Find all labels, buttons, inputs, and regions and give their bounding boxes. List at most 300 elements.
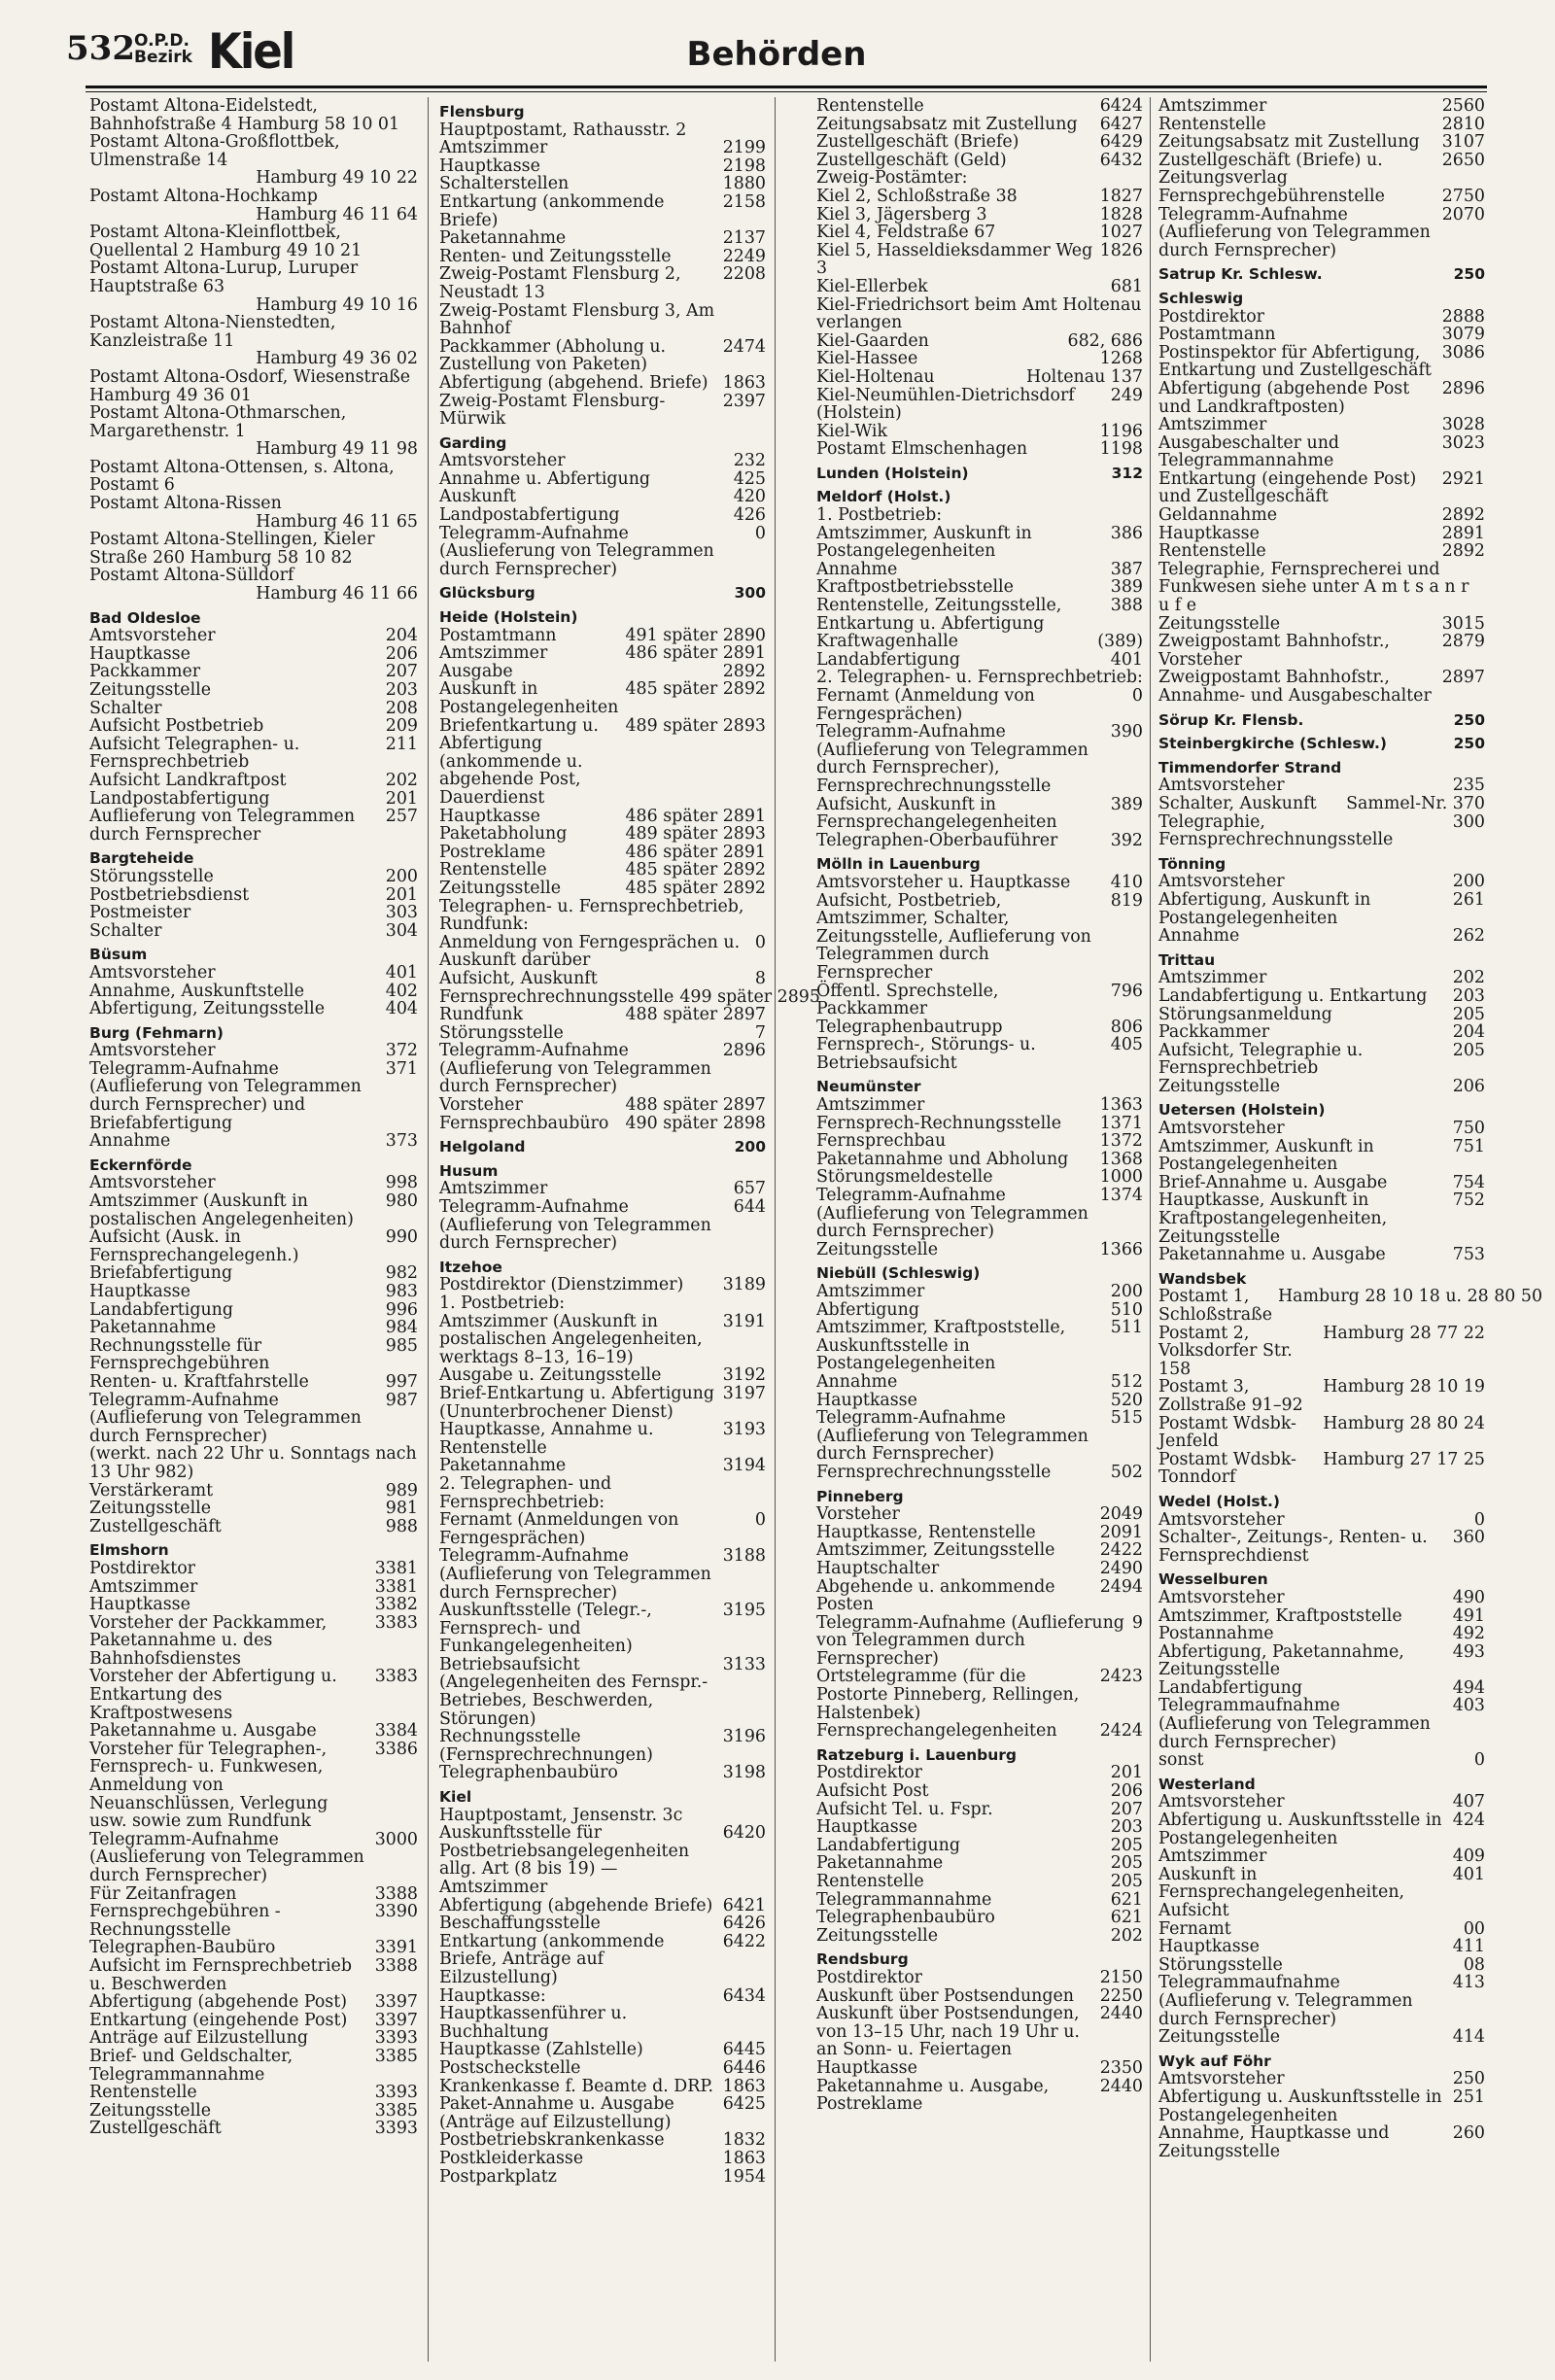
phone-number: 404 [385,999,418,1019]
directory-entry [816,224,1143,242]
directory-entry [816,892,1143,983]
entry-label: Postamt Altona-Rissen [89,494,282,514]
entry-label: Auflieferung von Telegrammen durch Fernsprecher [89,807,356,845]
entry-label: Kiel 3, Jägersberg 3 [816,204,987,224]
phone-number: 426 [733,505,766,526]
entry-label: Postamt Altona-Eidelstedt, Bahnhofstraße 4 Hamburg 58 10 01 [89,96,400,134]
directory-entry [816,1578,1143,1614]
entry-label: Zweigpostamt Bahnhofstr., Vorsteher [1158,632,1390,670]
phone-number: 3015 [1441,613,1485,634]
directory-entry [439,1914,766,1933]
directory-entry [89,2012,418,2030]
place-heading [439,103,766,121]
directory-entry [89,1392,418,1446]
phone-number: 494 [1452,1677,1485,1698]
phone-number: 2249 [722,246,766,266]
entry-label: Hauptkasse (Zahlstelle) [439,2040,643,2060]
phone-number: 1374 [1099,1186,1143,1206]
entry-label: Paket-Annahme u. Ausgabe (Anträge auf Eilzustellung) [439,2094,674,2132]
place-heading [439,434,766,453]
phone-number: 390 [1110,722,1143,742]
entry-label: Amtszimmer, Kraftpoststelle [1158,1605,1402,1626]
directory-entry [89,2102,418,2121]
directory-entry [816,1319,1143,1373]
phone-number: 0 [1473,1509,1485,1530]
directory-entry [439,1294,766,1313]
place-heading [1158,290,1485,308]
entry-label: Für Zeitanfragen [89,1883,237,1904]
phone-number: 3000 [374,1829,418,1849]
directory-entry [439,1385,766,1421]
entry-label: Amtsvorsteher [1158,1587,1285,1607]
entry-label: Hauptkasse [439,155,540,176]
place-heading [89,1156,418,1175]
entry-label: Amtszimmer [1158,96,1267,116]
entry-label: Trittau [1158,950,1216,969]
phone-number: 207 [1110,1799,1143,1819]
phone-number: 211 [385,734,418,754]
directory-entry [1158,434,1485,470]
directory-entry [89,259,418,295]
entry-label: Amtszimmer (Auskunft in postalischen Angelegenheiten) [89,1191,354,1229]
entry-label: Briefentkartung u. Abfertigung (ankommende u. abgehende Post, Dauerdienst [439,715,599,808]
entry-label: Amtsvorsteher [89,1173,216,1193]
phone-number: 207 [385,662,418,682]
phone-number: 512 [1110,1371,1143,1392]
directory-entry [439,1024,766,1043]
phone-number: 3191 [722,1311,766,1331]
entry-label: Hauptkasse [816,1390,917,1410]
entry-label: Zeitungsstelle [1158,1076,1281,1096]
entry-label: Fernsprechrechnungsstelle [816,1462,1052,1482]
entry-label: Husum [439,1161,499,1180]
entry-label: Renten- und Zeitungsstelle [439,246,672,266]
entry-label: Amtsvorsteher [1158,2069,1285,2089]
entry-label: Amtszimmer, Auskunft in Postangelegenheiten [816,523,1032,562]
entry-label: Postamt 2, Volksdorfer Str. 158 [1158,1323,1293,1379]
entry-label: Telegramm-Aufnahme (Auflieferung von Telegrammen durch Fernsprecher) [439,1546,711,1603]
phone-number: 3193 [722,1420,766,1440]
phone-number: 2892 [722,661,766,681]
place-heading [89,1024,418,1043]
directory-entry [89,1283,418,1301]
entry-label: sonst [1158,1750,1204,1771]
entry-label: Wandsbek [1158,1269,1247,1288]
directory-entry [89,206,418,224]
phone-number: 982 [385,1263,418,1284]
phone-number: 485 später 2892 [625,860,766,880]
phone-number: 205 [1452,1040,1485,1060]
entry-label: Pinneberg [816,1487,904,1505]
entry-label: Hauptkasse [89,1595,190,1615]
directory-entry [439,2150,766,2168]
phone-number: 300 [734,584,766,603]
directory-entry [816,983,1143,1018]
entry-label: Amtsvorsteher [89,962,216,983]
directory-entry [816,1096,1143,1115]
entry-label: Annahme, Hauptkasse und Zeitungsstelle [1158,2123,1390,2161]
phone-number: 387 [1110,559,1143,579]
directory-entry [89,567,418,585]
directory-entry [1158,133,1485,152]
phone-number: 6424 [1099,96,1143,116]
phone-number: 249 [1110,385,1143,405]
entry-label: Amtszimmer, Kraftpoststelle, Auskunftsstelle in Postangelegenheiten [816,1318,1066,1374]
directory-entry [816,1873,1143,1891]
phone-number: 486 später 2891 [625,842,766,862]
entry-label: Telegramm-Aufnahme (Auflieferung von Telegrammen durch Fernsprecher) [816,1612,1124,1669]
phone-number: 200 [734,1138,766,1156]
directory-entry [89,1500,418,1518]
phone-number: 200 [385,866,418,886]
phone-number: 2397 [722,391,766,411]
phone-number: Sammel-Nr. 370 [1346,793,1485,813]
directory-entry [816,332,1143,351]
entry-label: Postdirektor [816,1967,922,1987]
directory-entry [1158,1023,1485,1042]
entry-label: Telegraphenbautrupp [816,1017,1003,1037]
place-heading [816,488,1143,506]
directory-entry [89,681,418,700]
phone-number: 2440 [1099,2076,1143,2096]
phone-number: 405 [1110,1035,1143,1055]
directory-entry [816,1818,1143,1837]
entry-label: Uetersen (Holstein) [1158,1101,1326,1120]
phone-number: 401 [1110,649,1143,670]
directory-entry [816,1168,1143,1187]
phone-number: 206 [385,643,418,664]
directory-entry [1158,1643,1485,1679]
entry-label: Zustellgeschäft (Briefe) [816,132,1019,153]
place-heading [1158,1270,1485,1289]
directory-entry [1158,1679,1485,1698]
phone-number: 2888 [1441,306,1485,327]
phone-number: 6425 [722,2094,766,2115]
phone-number: 201 [385,788,418,809]
directory-entry [1158,927,1485,946]
phone-number: 3133 [722,1654,766,1674]
phone-number: 0 [754,523,766,543]
entry-label: Postdirektor (Dienstzimmer) [439,1275,684,1295]
phone-number: 1954 [722,2166,766,2187]
directory-entry [1158,1866,1485,1920]
directory-entry [439,488,766,506]
entry-label [89,296,250,315]
opd-line-2: Bezirk [134,48,192,67]
phone-number: 0 [754,932,766,952]
entry-label: Zustellgeschäft (Geld) [816,150,1007,170]
phone-number: 206 [1452,1076,1485,1096]
entry-label: Rundfunk [439,1005,524,1025]
directory-entry [816,1301,1143,1320]
directory-entry [89,1957,418,1993]
directory-entry [439,1180,766,1198]
phone-number: 208 [385,698,418,718]
phone-number: 373 [385,1131,418,1152]
entry-label: Kraftwagenhalle [816,632,958,652]
directory-entry [1158,1697,1485,1751]
directory-entry [439,1006,766,1024]
entry-label: Störungsstelle [1158,1954,1283,1975]
entry-label: Kiel-Friedrichsort beim Amt Holtenau verlangen [816,294,1142,333]
phone-number: 1196 [1099,421,1143,441]
place-heading [1158,1101,1485,1120]
phone-number: 3393 [374,2119,418,2139]
entry-label: 2. Telegraphen- u. Fernsprechbetrieb: [816,668,1143,688]
entry-label: Kiel 2, Schloßstraße 38 [816,186,1018,206]
entry-label: Telegramm-Aufnahme (Auflieferung von Telegrammen durch Fernsprecher) [1158,204,1431,260]
entry-label: Entkartung (ankommende Briefe) [439,191,665,230]
phone-number: 3188 [722,1546,766,1567]
directory-entry [816,1560,1143,1578]
entry-label: Rentenstelle [816,96,924,116]
directory-entry [439,265,766,301]
phone-number: 410 [1110,872,1143,892]
entry-label: Aufsicht Telegraphen- u. Fernsprechbetrieb [89,734,300,773]
directory-entry [1158,1938,1485,1956]
entry-label: Eckernförde [89,1156,192,1174]
entry-label: Ortstelegramme (für die Postorte Pinneberg, Rellingen, Halstenbek) [816,1667,1080,1723]
entry-label: Amtsvorsteher [1158,1509,1285,1530]
place-heading [439,1138,766,1156]
directory-entry [439,844,766,862]
entry-label: Zeitungsstelle [439,878,562,898]
phone-number: 2440 [1099,2004,1143,2024]
directory-entry [1158,542,1485,561]
entry-label: Fernamt (Anmeldungen von Ferngesprächen) [439,1510,679,1548]
phone-number: 485 später 2892 [625,878,766,898]
entry-label: Westerland [1158,1775,1256,1793]
phone-number: 250 [1453,710,1485,729]
entry-label: Rentenstelle [1158,114,1266,134]
directory-entry [1158,380,1485,416]
directory-column-4 [1158,96,1543,2161]
directory-entry [816,1782,1143,1801]
directory-column-3 [816,97,1143,2114]
phone-number: 372 [385,1041,418,1061]
phone-number: 260 [1452,2123,1485,2144]
place-heading [816,1078,1143,1096]
entry-label: Landabfertigung [1158,1677,1303,1698]
directory-entry [89,368,418,404]
phone-number: 2250 [1099,1985,1143,2006]
directory-entry [439,934,766,970]
directory-entry [1158,1287,1543,1325]
phone-number: 1366 [1099,1239,1143,1259]
directory-entry [89,1060,418,1132]
place-heading [89,849,418,868]
directory-entry [439,1547,766,1602]
phone-number: (389) [1097,632,1143,652]
phone-number: 2892 [1441,541,1485,562]
directory-entry [1158,326,1485,344]
directory-entry [89,459,418,495]
entry-label: Störungsstelle [439,1022,564,1043]
directory-entry [1158,416,1485,434]
place-heading [1158,1493,1485,1511]
entry-label: Landabfertigung [816,1835,961,1855]
entry-label: Ausgabe [439,661,513,681]
entry-label: Postannahme [1158,1624,1274,1644]
directory-entry [439,1807,766,1825]
entry-label: Telegramm-Aufnahme (Auflieferung von Telegrammen durch Fernsprecher), Fernsprechrechnungsstelle [816,722,1088,796]
phone-number: 489 später 2893 [625,715,766,736]
phone-number: 6445 [722,2040,766,2060]
entry-label: Amtszimmer (Auskunft in postalischen Angelegenheiten, werktags 8–13, 16–19) [439,1311,703,1367]
entry-label: Amtszimmer [439,643,548,664]
entry-label: Wedel (Holst.) [1158,1492,1280,1510]
entry-label: Paketannahme [89,1318,217,1338]
entry-label: Hauptkasse [816,1817,917,1838]
entry-label: Telegraphen- u. Fernsprechbetrieb, Rundfunk: [439,896,744,935]
phone-number: 1863 [722,2076,766,2096]
entry-label: Postamt Altona-Othmarschen, Margarethenstr. 1 [89,403,347,441]
entry-label: Postscheckstelle [439,2057,581,2078]
phone-number: 2137 [722,228,766,249]
entry-label: Auskunft in Fernsprechangelegenheiten, Aufsicht [1158,1864,1405,1920]
entry-label: Hauptkasse [1158,523,1260,543]
phone-number: 998 [385,1173,418,1193]
directory-entry [89,922,418,941]
entry-label: Telegraphie, Fernsprechrechnungsstelle [1158,811,1394,850]
directory-entry [89,1560,418,1578]
directory-entry [1158,470,1485,506]
directory-entry [1158,776,1485,795]
directory-entry [1158,1451,1485,1487]
directory-entry [439,506,766,525]
entry-label: Telegramm-Aufnahme (Auflieferung von Telegrammen durch Fernsprecher) [816,1186,1088,1242]
entry-label: Kiel-Wik [816,421,888,441]
directory-entry [89,1445,418,1481]
phone-number: 2198 [722,155,766,176]
entry-label: Postdirektor [816,1763,922,1783]
directory-entry [1158,1325,1485,1379]
directory-entry [1158,615,1485,634]
entry-label: Vorsteher der Abfertigung u. Entkartung des Kraftpostwesens [89,1667,337,1723]
entry-label: Vorsteher der Packkammer, Paketannahme u. des Bahnhofsdienstes [89,1612,328,1669]
phone-number: 6422 [722,1931,766,1951]
entry-label: Fernsprech-, Störungs- u. Betriebsaufsicht [816,1035,1036,1073]
entry-label: Abfertigung (abgehende Post) [89,1992,347,2013]
directory-entry [1158,1956,1485,1975]
entry-label: Bad Oldesloe [89,608,201,627]
directory-entry [439,2078,766,2096]
entry-label: Amtsvorsteher [1158,776,1285,796]
directory-entry [1158,1006,1485,1024]
directory-entry [1158,561,1485,615]
directory-entry [439,1933,766,1987]
entry-label: Abfertigung (abgehend. Briefe) [439,372,708,393]
phone-number: 262 [1452,926,1485,947]
phone-number: 2650 [1441,150,1485,170]
entry-label: Anträge auf Eilzustellung [89,2028,308,2049]
entry-label: Postamt Altona-Nienstedten, Kanzleistraße 11 [89,313,336,351]
entry-label: Postamt 3, Zollstraße 91–92 [1158,1377,1303,1415]
place-heading [1158,265,1485,284]
phone-number: 984 [385,1318,418,1338]
phone-number: 2424 [1099,1721,1143,1742]
directory-entry [816,525,1143,561]
entry-label: Telegraphenbaubüro [439,1763,618,1783]
directory-entry [1158,1920,1485,1939]
directory-entry [1158,2028,1485,2047]
entry-label: Telegramm-Aufnahme (Auflieferung von Telegrammen durch Fernsprecher) [439,1197,711,1254]
entry-label: Amtsvorsteher u. Hauptkasse [816,872,1071,892]
directory-entry [89,495,418,513]
directory-entry [439,193,766,229]
directory-entry [89,663,418,681]
entry-label: Verstärkeramt [89,1480,214,1500]
phone-number: 8 [754,968,766,988]
phone-number: 409 [1452,1846,1485,1867]
entry-label: Postdirektor [1158,306,1264,327]
directory-entry [89,1482,418,1500]
directory-entry [1158,1529,1485,1565]
entry-label: Aufsicht, Postbetrieb, Amtszimmer, Schalter, Zeitungsstelle, Auflieferung von Telegrammen durch Fernsprecher [816,890,1091,983]
phone-number: 392 [1110,830,1143,850]
phone-number: 1828 [1099,204,1143,224]
entry-label: Zweig-Postamt Flensburg 3, Am Bahnhof [439,300,715,339]
entry-label: Landabfertigung [89,1299,234,1320]
entry-label: Amtszimmer [439,1179,548,1199]
phone-number: 389 [1110,794,1143,814]
phone-number: 1371 [1099,1113,1143,1133]
entry-label: Postamt Altona-Kleinflottbek, Quellental 2 Hamburg 49 10 21 [89,223,363,260]
phone-number: 401 [385,962,418,983]
phone-number: 250 [1453,265,1485,284]
entry-label: Entkartung (eingehende Post) [89,2010,348,2030]
entry-label: Timmendorfer Strand [1158,758,1342,776]
entry-label: Zustellgeschäft [89,1516,222,1536]
entry-label: Abfertigung, Zeitungsstelle [89,999,326,1019]
phone-number: 988 [385,1516,418,1536]
phone-number: 1827 [1099,186,1143,206]
entry-label: Kiel-Gaarden [816,330,929,351]
phone-number: Hamburg 46 11 66 [256,584,418,604]
directory-entry [816,506,1143,525]
directory-entry [816,296,1143,332]
phone-number: Hamburg 49 10 22 [256,168,418,189]
entry-label: Postamt Altona-Stellingen, Kieler Straße 260 Hamburg 58 10 82 [89,530,375,568]
phone-number: 1863 [722,372,766,393]
entry-label: Hauptkasse [439,806,540,826]
entry-label: Rendsburg [816,1950,909,1969]
directory-entry [816,387,1143,423]
phone-number: 2091 [1099,1522,1143,1542]
directory-entry [1158,1607,1485,1626]
phone-number: 6446 [722,2057,766,2078]
phone-number: 209 [385,716,418,737]
phone-number: 753 [1452,1245,1485,1265]
entry-label: Telegraphie, Fernsprecherei und Funkwesen siehe unter A m t s a n r u f e [1158,559,1469,616]
phone-number: 203 [1110,1817,1143,1838]
directory-entry [816,1187,1143,1241]
directory-entry [816,440,1143,459]
phone-number: 488 später 2897 [625,1095,766,1116]
entry-label: Postparkplatz [439,2166,557,2187]
directory-entry [439,1457,766,1475]
entry-label: Fernsprechangelegenheiten [816,1721,1057,1742]
entry-label [89,585,250,604]
phone-number: Hamburg 49 36 02 [256,349,418,369]
entry-label: Telegramm-Aufnahme (Auflieferung von Telegrammen durch Fernsprecher) [89,1390,362,1446]
directory-entry [816,1764,1143,1782]
entry-label: Flensburg [439,103,525,121]
directory-entry [816,423,1143,441]
entry-label: Kiel-Ellerbek [816,276,928,296]
entry-label: Krankenkasse f. Beamte d. DRP. [439,2076,714,2096]
entry-label: Amtszimmer [816,1095,925,1116]
